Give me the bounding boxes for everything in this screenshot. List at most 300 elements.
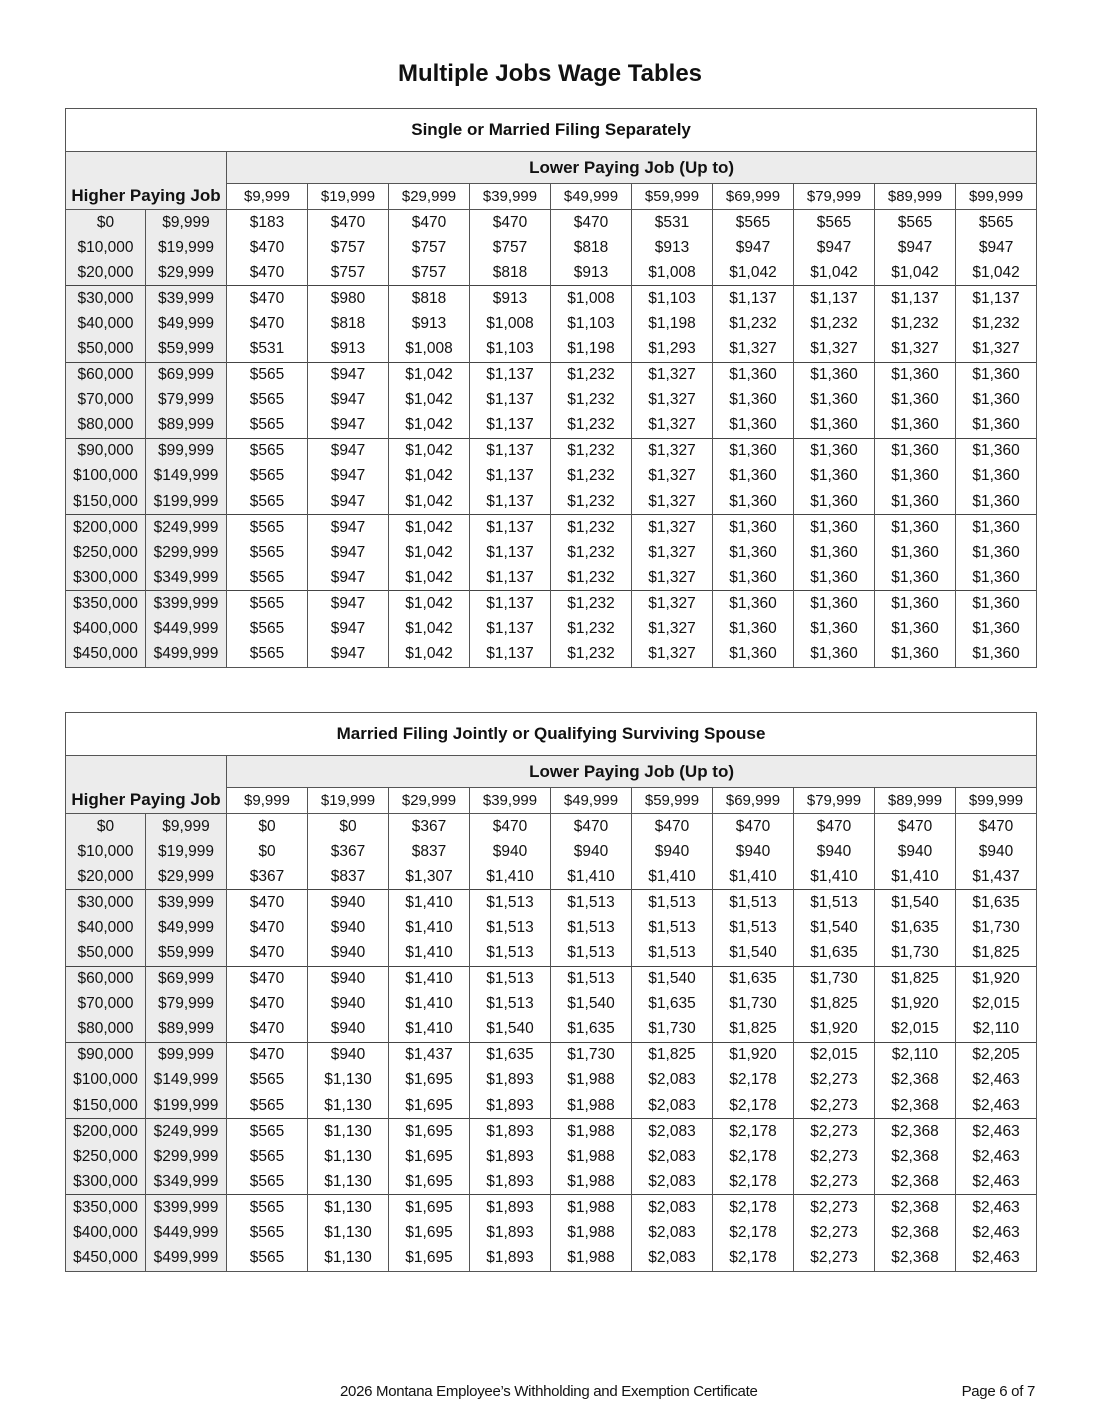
higher-range-to: $59,999 — [146, 336, 227, 362]
withholding-amount-cell: $913 — [308, 336, 389, 362]
withholding-amount-cell: $1,232 — [794, 311, 875, 336]
withholding-amount-cell: $470 — [875, 814, 956, 840]
higher-range-from: $90,000 — [66, 438, 146, 464]
table-row — [66, 1246, 1037, 1272]
withholding-amount-cell: $1,825 — [956, 940, 1037, 966]
withholding-amount-cell: $1,360 — [875, 591, 956, 617]
higher-range-from: $300,000 — [66, 565, 146, 591]
withholding-amount-cell: $1,988 — [551, 1068, 632, 1093]
withholding-amount-cell: $1,042 — [713, 260, 794, 286]
withholding-amount-cell: $1,137 — [794, 286, 875, 312]
withholding-amount-cell: $2,368 — [875, 1093, 956, 1119]
withholding-amount-cell: $565 — [227, 388, 308, 413]
withholding-amount-cell: $1,327 — [632, 413, 713, 439]
withholding-amount-cell: $1,635 — [713, 966, 794, 992]
footer-page-number: Page 6 of 7 — [961, 1383, 1035, 1400]
withholding-amount-cell: $565 — [227, 1246, 308, 1272]
withholding-amount-cell: $1,437 — [956, 864, 1037, 890]
withholding-amount-cell: $1,232 — [551, 617, 632, 642]
withholding-amount-cell: $1,042 — [794, 260, 875, 286]
higher-range-to: $89,999 — [146, 413, 227, 439]
table-row — [66, 1221, 1037, 1246]
withholding-amount-cell: $757 — [389, 260, 470, 286]
withholding-amount-cell: $1,825 — [632, 1042, 713, 1068]
higher-range-to: $349,999 — [146, 1169, 227, 1195]
withholding-amount-cell: $1,232 — [875, 311, 956, 336]
withholding-amount-cell: $1,232 — [551, 515, 632, 541]
withholding-amount-cell: $1,130 — [308, 1169, 389, 1195]
withholding-amount-cell: $2,273 — [794, 1221, 875, 1246]
withholding-amount-cell: $1,920 — [956, 966, 1037, 992]
withholding-amount-cell: $1,893 — [470, 1144, 551, 1169]
withholding-amount-cell: $947 — [308, 388, 389, 413]
lower-paying-column-header: $9,999 — [227, 184, 308, 210]
withholding-amount-cell: $1,513 — [551, 966, 632, 992]
higher-range-from: $250,000 — [66, 540, 146, 565]
withholding-amount-cell: $1,360 — [794, 464, 875, 489]
table-row — [66, 915, 1037, 940]
withholding-amount-cell: $947 — [308, 617, 389, 642]
withholding-amount-cell: $1,540 — [875, 890, 956, 916]
withholding-amount-cell: $1,410 — [389, 1017, 470, 1043]
withholding-amount-cell: $1,232 — [551, 388, 632, 413]
higher-range-to: $69,999 — [146, 966, 227, 992]
table-row — [66, 864, 1037, 890]
withholding-amount-cell: $1,360 — [956, 362, 1037, 388]
higher-range-from: $60,000 — [66, 362, 146, 388]
withholding-amount-cell: $1,360 — [713, 413, 794, 439]
higher-range-from: $40,000 — [66, 915, 146, 940]
higher-range-to: $39,999 — [146, 286, 227, 312]
higher-range-from: $70,000 — [66, 388, 146, 413]
higher-range-to: $299,999 — [146, 1144, 227, 1169]
withholding-amount-cell: $913 — [389, 311, 470, 336]
higher-range-to: $99,999 — [146, 1042, 227, 1068]
table-row — [66, 1093, 1037, 1119]
withholding-amount-cell: $1,513 — [632, 940, 713, 966]
withholding-amount-cell: $565 — [227, 362, 308, 388]
withholding-amount-cell: $1,327 — [875, 336, 956, 362]
withholding-amount-cell: $531 — [632, 210, 713, 236]
withholding-amount-cell: $1,327 — [632, 617, 713, 642]
withholding-amount-cell: $2,463 — [956, 1068, 1037, 1093]
higher-range-from: $400,000 — [66, 617, 146, 642]
lower-paying-job-header: Lower Paying Job (Up to) — [227, 756, 1037, 788]
withholding-amount-cell: $565 — [227, 515, 308, 541]
withholding-amount-cell: $183 — [227, 210, 308, 236]
higher-range-from: $200,000 — [66, 1119, 146, 1145]
withholding-amount-cell: $565 — [227, 1093, 308, 1119]
withholding-amount-cell: $1,327 — [632, 362, 713, 388]
table-row — [66, 388, 1037, 413]
withholding-amount-cell: $2,015 — [875, 1017, 956, 1043]
lower-paying-column-header: $9,999 — [227, 788, 308, 814]
higher-range-to: $399,999 — [146, 1195, 227, 1221]
withholding-amount-cell: $913 — [632, 235, 713, 260]
withholding-amount-cell: $1,825 — [875, 966, 956, 992]
withholding-amount-cell: $1,042 — [389, 591, 470, 617]
withholding-amount-cell: $1,360 — [875, 413, 956, 439]
withholding-amount-cell: $757 — [308, 260, 389, 286]
withholding-amount-cell: $1,137 — [470, 413, 551, 439]
withholding-amount-cell: $1,360 — [794, 565, 875, 591]
withholding-amount-cell: $1,360 — [956, 438, 1037, 464]
withholding-amount-cell: $2,178 — [713, 1068, 794, 1093]
table-row — [66, 839, 1037, 864]
withholding-amount-cell: $1,360 — [956, 565, 1037, 591]
table-row — [66, 1119, 1037, 1145]
higher-paying-job-header: Higher Paying Job — [66, 184, 227, 210]
withholding-amount-cell: $470 — [227, 992, 308, 1017]
withholding-amount-cell: $2,205 — [956, 1042, 1037, 1068]
withholding-amount-cell: $2,463 — [956, 1119, 1037, 1145]
higher-range-to: $149,999 — [146, 464, 227, 489]
higher-paying-job-header: Higher Paying Job — [66, 788, 227, 814]
table-row — [66, 311, 1037, 336]
withholding-amount-cell: $1,513 — [713, 915, 794, 940]
withholding-amount-cell: $940 — [794, 839, 875, 864]
lower-paying-column-header: $59,999 — [632, 184, 713, 210]
withholding-amount-cell: $818 — [470, 260, 551, 286]
table-title: Married Filing Jointly or Qualifying Surviving Spouse — [66, 713, 1037, 756]
withholding-amount-cell: $1,130 — [308, 1119, 389, 1145]
table-row — [66, 966, 1037, 992]
table-row — [66, 591, 1037, 617]
withholding-amount-cell: $947 — [308, 642, 389, 668]
withholding-amount-cell: $1,695 — [389, 1144, 470, 1169]
withholding-amount-cell: $2,463 — [956, 1169, 1037, 1195]
withholding-amount-cell: $940 — [308, 915, 389, 940]
withholding-amount-cell: $1,513 — [551, 915, 632, 940]
higher-range-from: $350,000 — [66, 591, 146, 617]
higher-range-to: $449,999 — [146, 617, 227, 642]
withholding-amount-cell: $1,825 — [794, 992, 875, 1017]
lower-paying-column-header: $79,999 — [794, 788, 875, 814]
withholding-amount-cell: $1,360 — [875, 642, 956, 668]
withholding-amount-cell: $1,635 — [875, 915, 956, 940]
lower-paying-column-header: $49,999 — [551, 184, 632, 210]
withholding-amount-cell: $1,360 — [875, 388, 956, 413]
withholding-amount-cell: $1,893 — [470, 1068, 551, 1093]
higher-range-to: $39,999 — [146, 890, 227, 916]
higher-range-from: $60,000 — [66, 966, 146, 992]
withholding-amount-cell: $947 — [308, 464, 389, 489]
higher-range-from: $20,000 — [66, 864, 146, 890]
withholding-amount-cell: $1,008 — [632, 260, 713, 286]
withholding-amount-cell: $2,083 — [632, 1068, 713, 1093]
withholding-amount-cell: $1,360 — [875, 464, 956, 489]
higher-range-to: $99,999 — [146, 438, 227, 464]
withholding-amount-cell: $1,008 — [389, 336, 470, 362]
higher-range-to: $149,999 — [146, 1068, 227, 1093]
higher-range-from: $150,000 — [66, 1093, 146, 1119]
table-row — [66, 814, 1037, 840]
higher-range-to: $449,999 — [146, 1221, 227, 1246]
withholding-amount-cell: $2,273 — [794, 1119, 875, 1145]
withholding-amount-cell: $1,988 — [551, 1169, 632, 1195]
higher-range-to: $19,999 — [146, 235, 227, 260]
withholding-amount-cell: $947 — [308, 515, 389, 541]
withholding-amount-cell: $1,103 — [632, 286, 713, 312]
withholding-amount-cell: $1,635 — [551, 1017, 632, 1043]
withholding-amount-cell: $1,988 — [551, 1221, 632, 1246]
higher-range-from: $200,000 — [66, 515, 146, 541]
withholding-amount-cell: $1,988 — [551, 1246, 632, 1272]
table-row — [66, 464, 1037, 489]
withholding-amount-cell: $2,178 — [713, 1144, 794, 1169]
higher-range-from: $100,000 — [66, 1068, 146, 1093]
withholding-amount-cell: $1,410 — [875, 864, 956, 890]
table-row — [66, 1144, 1037, 1169]
higher-range-to: $29,999 — [146, 260, 227, 286]
higher-range-to: $19,999 — [146, 839, 227, 864]
withholding-amount-cell: $0 — [308, 814, 389, 840]
withholding-amount-cell: $757 — [308, 235, 389, 260]
withholding-amount-cell: $980 — [308, 286, 389, 312]
withholding-amount-cell: $947 — [308, 591, 389, 617]
table-row — [66, 642, 1037, 668]
withholding-amount-cell: $1,360 — [875, 362, 956, 388]
higher-range-from: $300,000 — [66, 1169, 146, 1195]
withholding-amount-cell: $947 — [875, 235, 956, 260]
withholding-amount-cell: $1,042 — [875, 260, 956, 286]
withholding-amount-cell: $2,178 — [713, 1169, 794, 1195]
withholding-amount-cell: $2,368 — [875, 1144, 956, 1169]
withholding-amount-cell: $1,730 — [551, 1042, 632, 1068]
higher-range-to: $499,999 — [146, 1246, 227, 1272]
withholding-amount-cell: $1,988 — [551, 1144, 632, 1169]
higher-range-from: $450,000 — [66, 642, 146, 668]
table-row — [66, 489, 1037, 515]
table-row — [66, 940, 1037, 966]
withholding-amount-cell: $1,327 — [632, 565, 713, 591]
withholding-amount-cell: $1,008 — [470, 311, 551, 336]
withholding-amount-cell: $1,513 — [794, 890, 875, 916]
withholding-amount-cell: $1,410 — [632, 864, 713, 890]
withholding-amount-cell: $1,988 — [551, 1119, 632, 1145]
withholding-amount-cell: $2,463 — [956, 1144, 1037, 1169]
withholding-amount-cell: $565 — [227, 642, 308, 668]
withholding-amount-cell: $947 — [308, 438, 389, 464]
withholding-amount-cell: $1,130 — [308, 1093, 389, 1119]
withholding-amount-cell: $2,083 — [632, 1119, 713, 1145]
lower-paying-column-header: $19,999 — [308, 184, 389, 210]
withholding-amount-cell: $1,360 — [875, 489, 956, 515]
withholding-amount-cell: $470 — [227, 311, 308, 336]
withholding-amount-cell: $470 — [794, 814, 875, 840]
lower-paying-column-header: $79,999 — [794, 184, 875, 210]
withholding-amount-cell: $837 — [308, 864, 389, 890]
withholding-amount-cell: $470 — [227, 966, 308, 992]
higher-range-from: $70,000 — [66, 992, 146, 1017]
withholding-amount-cell: $1,635 — [470, 1042, 551, 1068]
higher-range-to: $59,999 — [146, 940, 227, 966]
withholding-amount-cell: $565 — [227, 540, 308, 565]
withholding-amount-cell: $2,178 — [713, 1221, 794, 1246]
lower-paying-column-header: $89,999 — [875, 788, 956, 814]
withholding-amount-cell: $1,410 — [389, 940, 470, 966]
higher-range-to: $499,999 — [146, 642, 227, 668]
withholding-amount-cell: $1,695 — [389, 1093, 470, 1119]
withholding-amount-cell: $1,360 — [956, 464, 1037, 489]
withholding-amount-cell: $1,232 — [551, 565, 632, 591]
withholding-amount-cell: $1,137 — [470, 642, 551, 668]
withholding-amount-cell: $1,513 — [470, 890, 551, 916]
withholding-amount-cell: $1,130 — [308, 1195, 389, 1221]
withholding-amount-cell: $940 — [470, 839, 551, 864]
withholding-amount-cell: $1,360 — [956, 617, 1037, 642]
withholding-amount-cell: $1,360 — [713, 591, 794, 617]
withholding-amount-cell: $470 — [713, 814, 794, 840]
withholding-amount-cell: $1,893 — [470, 1169, 551, 1195]
withholding-amount-cell: $1,920 — [794, 1017, 875, 1043]
withholding-amount-cell: $1,042 — [389, 515, 470, 541]
joint-filing-wage-table — [65, 712, 1037, 1272]
table-row — [66, 565, 1037, 591]
withholding-amount-cell: $1,137 — [470, 388, 551, 413]
withholding-amount-cell: $1,232 — [551, 464, 632, 489]
withholding-amount-cell: $565 — [227, 1169, 308, 1195]
withholding-amount-cell: $1,513 — [632, 890, 713, 916]
withholding-amount-cell: $1,360 — [713, 362, 794, 388]
withholding-amount-cell: $818 — [389, 286, 470, 312]
withholding-amount-cell: $1,327 — [632, 388, 713, 413]
withholding-amount-cell: $940 — [308, 1017, 389, 1043]
lower-paying-column-header: $39,999 — [470, 788, 551, 814]
withholding-amount-cell: $1,327 — [632, 540, 713, 565]
header-blank-cell — [66, 756, 227, 788]
withholding-amount-cell: $1,327 — [632, 515, 713, 541]
withholding-amount-cell: $1,635 — [632, 992, 713, 1017]
withholding-amount-cell: $947 — [308, 413, 389, 439]
withholding-amount-cell: $1,232 — [551, 642, 632, 668]
withholding-amount-cell: $565 — [227, 489, 308, 515]
higher-range-to: $49,999 — [146, 915, 227, 940]
withholding-amount-cell: $1,360 — [794, 413, 875, 439]
withholding-amount-cell: $531 — [227, 336, 308, 362]
withholding-amount-cell: $1,513 — [551, 890, 632, 916]
withholding-amount-cell: $1,893 — [470, 1119, 551, 1145]
withholding-amount-cell: $1,042 — [389, 565, 470, 591]
withholding-amount-cell: $1,360 — [713, 438, 794, 464]
withholding-amount-cell: $1,513 — [470, 940, 551, 966]
higher-range-from: $30,000 — [66, 286, 146, 312]
withholding-amount-cell: $1,137 — [713, 286, 794, 312]
withholding-amount-cell: $1,695 — [389, 1119, 470, 1145]
lower-paying-column-header: $39,999 — [470, 184, 551, 210]
lower-paying-column-header: $99,999 — [956, 788, 1037, 814]
withholding-amount-cell: $1,232 — [956, 311, 1037, 336]
single-filing-wage-table — [65, 108, 1037, 668]
withholding-amount-cell: $1,327 — [632, 591, 713, 617]
withholding-amount-cell: $1,327 — [632, 489, 713, 515]
withholding-amount-cell: $1,042 — [389, 540, 470, 565]
withholding-amount-cell: $1,825 — [713, 1017, 794, 1043]
withholding-amount-cell: $1,360 — [794, 515, 875, 541]
withholding-amount-cell: $2,083 — [632, 1246, 713, 1272]
withholding-amount-cell: $940 — [308, 890, 389, 916]
higher-range-to: $249,999 — [146, 1119, 227, 1145]
withholding-amount-cell: $470 — [227, 1042, 308, 1068]
withholding-amount-cell: $1,410 — [713, 864, 794, 890]
withholding-amount-cell: $1,410 — [389, 890, 470, 916]
withholding-amount-cell: $1,893 — [470, 1093, 551, 1119]
withholding-amount-cell: $1,410 — [389, 915, 470, 940]
higher-range-to: $79,999 — [146, 388, 227, 413]
withholding-amount-cell: $1,360 — [875, 565, 956, 591]
withholding-amount-cell: $1,130 — [308, 1221, 389, 1246]
withholding-amount-cell: $818 — [551, 235, 632, 260]
withholding-amount-cell: $1,232 — [551, 438, 632, 464]
withholding-amount-cell: $1,360 — [956, 591, 1037, 617]
withholding-amount-cell: $940 — [632, 839, 713, 864]
withholding-amount-cell: $940 — [308, 940, 389, 966]
withholding-amount-cell: $2,083 — [632, 1221, 713, 1246]
withholding-amount-cell: $2,273 — [794, 1144, 875, 1169]
withholding-amount-cell: $1,042 — [389, 464, 470, 489]
header-blank-cell — [66, 152, 227, 184]
withholding-amount-cell: $940 — [551, 839, 632, 864]
withholding-amount-cell: $1,360 — [956, 540, 1037, 565]
withholding-amount-cell: $2,368 — [875, 1195, 956, 1221]
higher-range-from: $0 — [66, 210, 146, 236]
withholding-amount-cell: $1,695 — [389, 1221, 470, 1246]
withholding-amount-cell: $1,730 — [713, 992, 794, 1017]
withholding-amount-cell: $1,920 — [713, 1042, 794, 1068]
table-row — [66, 286, 1037, 312]
withholding-amount-cell: $470 — [470, 210, 551, 236]
higher-range-from: $90,000 — [66, 1042, 146, 1068]
higher-range-to: $79,999 — [146, 992, 227, 1017]
withholding-amount-cell: $470 — [308, 210, 389, 236]
withholding-amount-cell: $947 — [308, 540, 389, 565]
withholding-amount-cell: $1,103 — [470, 336, 551, 362]
withholding-amount-cell: $1,103 — [551, 311, 632, 336]
withholding-amount-cell: $940 — [713, 839, 794, 864]
table-row — [66, 336, 1037, 362]
withholding-amount-cell: $947 — [794, 235, 875, 260]
withholding-amount-cell: $1,360 — [713, 489, 794, 515]
withholding-amount-cell: $1,920 — [875, 992, 956, 1017]
withholding-amount-cell: $470 — [551, 814, 632, 840]
higher-range-from: $80,000 — [66, 1017, 146, 1043]
withholding-amount-cell: $1,360 — [713, 464, 794, 489]
withholding-amount-cell: $940 — [875, 839, 956, 864]
higher-range-from: $30,000 — [66, 890, 146, 916]
withholding-amount-cell: $1,360 — [875, 617, 956, 642]
withholding-amount-cell: $1,327 — [632, 642, 713, 668]
withholding-amount-cell: $1,360 — [956, 642, 1037, 668]
page-title: Multiple Jobs Wage Tables — [397, 60, 703, 87]
withholding-amount-cell: $1,410 — [389, 992, 470, 1017]
withholding-amount-cell: $1,360 — [794, 489, 875, 515]
withholding-amount-cell: $470 — [227, 260, 308, 286]
withholding-amount-cell: $2,178 — [713, 1093, 794, 1119]
withholding-amount-cell: $1,988 — [551, 1093, 632, 1119]
withholding-amount-cell: $1,695 — [389, 1068, 470, 1093]
withholding-amount-cell: $940 — [956, 839, 1037, 864]
table-row — [66, 260, 1037, 286]
withholding-amount-cell: $470 — [227, 915, 308, 940]
withholding-amount-cell: $1,360 — [794, 438, 875, 464]
table-row — [66, 1169, 1037, 1195]
higher-range-to: $399,999 — [146, 591, 227, 617]
withholding-amount-cell: $1,410 — [389, 966, 470, 992]
withholding-amount-cell: $1,635 — [794, 940, 875, 966]
withholding-amount-cell: $1,360 — [713, 540, 794, 565]
withholding-amount-cell: $2,368 — [875, 1221, 956, 1246]
withholding-amount-cell: $1,695 — [389, 1169, 470, 1195]
